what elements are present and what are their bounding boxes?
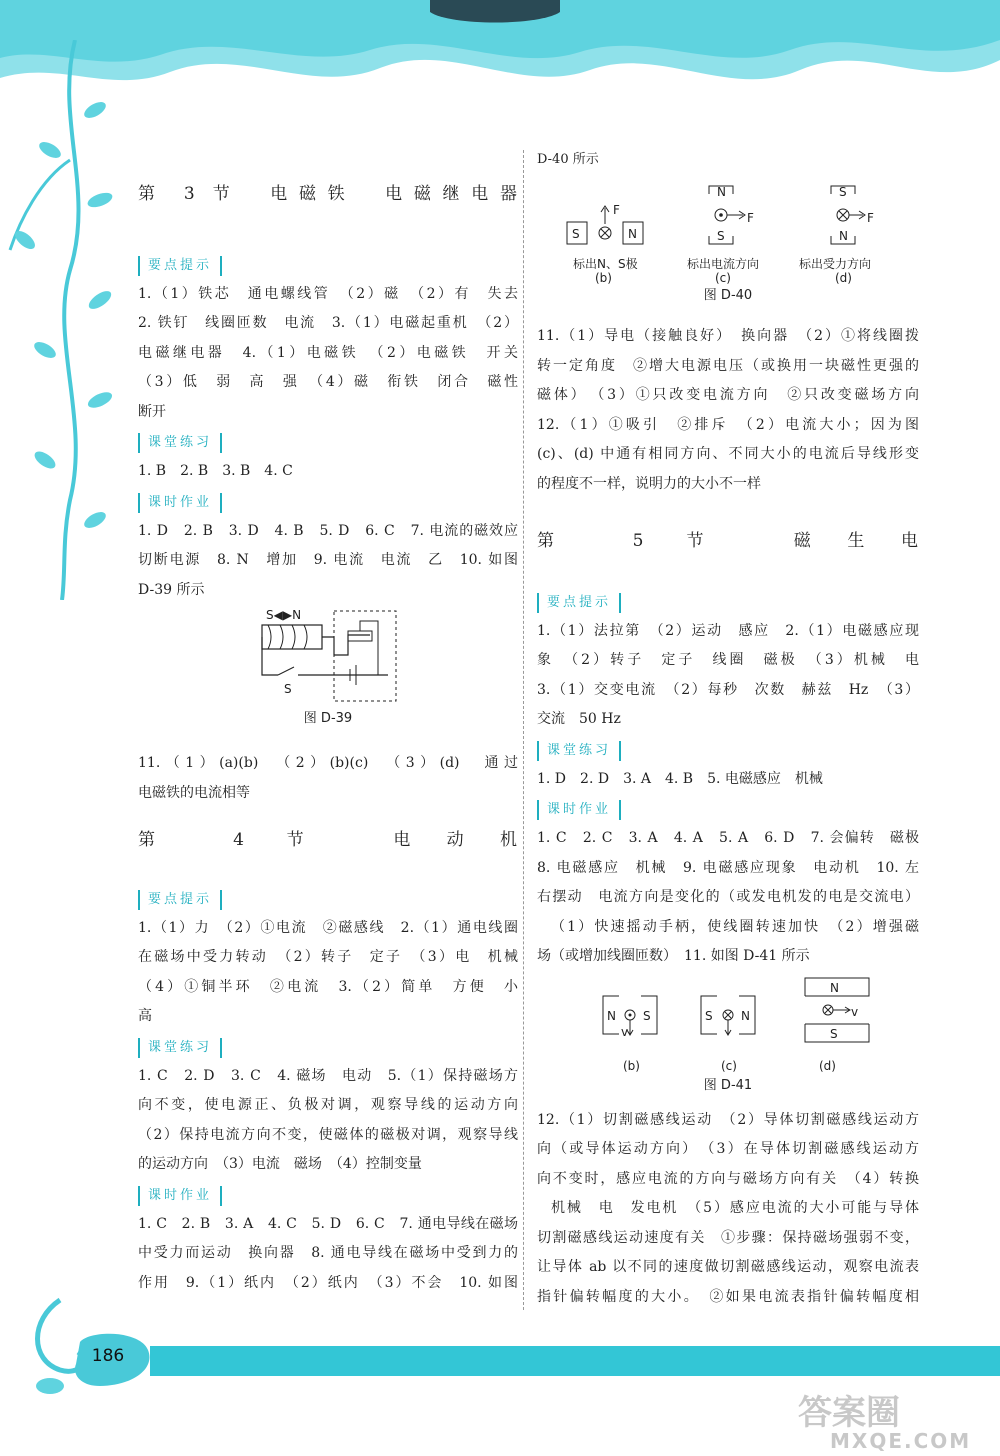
text-line: （1）快速摇动手柄，使线圈转速加快 （2）增强磁 <box>551 918 919 935</box>
text-line: 的程度不一样，说明力的大小不一样 <box>537 475 761 492</box>
text-line: 场（或增加线圈匝数） 11. 如图 D-41 所示 <box>537 948 810 964</box>
column-divider <box>523 150 524 1310</box>
figure-d40 <box>537 174 919 302</box>
header-wave-banner <box>0 0 1000 140</box>
text-line: (c)、(d) 中通有相同方向、不同大小的电流后导线形变 <box>537 446 919 462</box>
tag-homework: 课时作业 <box>537 800 621 820</box>
switch-label: S <box>284 682 292 696</box>
figure-caption: 图 D-41 <box>703 1077 753 1093</box>
text-line: 转一定角度 ②增大电源电压（或换用一块磁性更强的 <box>537 357 919 374</box>
diagram-d-sub: (d) <box>835 271 852 285</box>
text-line: 交流 50 Hz <box>537 711 621 727</box>
text-line: 断开 <box>138 403 166 420</box>
text-line: 作用 9.（1）纸内 （2）纸内 （3）不会 10. 如图 <box>138 1274 518 1291</box>
watermark-text: 答案圈 <box>798 1393 900 1433</box>
text-line: 向（或导体运动方向） （3）在导体切割磁感线运动方 <box>537 1141 919 1157</box>
pole-label: S <box>705 1008 713 1023</box>
text-line: （3）低 弱 高 强 （4）磁 衔铁 闭合 磁性 <box>138 374 518 390</box>
tag-homework: 课时作业 <box>138 1186 222 1206</box>
text-line: 向不变，使电源正、负极对调，观察导线的运动方向 <box>138 1097 518 1113</box>
pole-label: S <box>572 227 580 241</box>
pole-label: S <box>830 1026 838 1041</box>
text-line: 1. D 2. B 3. D 4. B 5. D 6. C 7. 电流的磁效应 <box>138 522 518 539</box>
text-line: D-39 所示 <box>138 581 205 598</box>
text-line: 的运动方向 （3）电流 磁场 （4）控制变量 <box>138 1156 422 1172</box>
section-4-title: 第 4 节 电动机 <box>138 830 518 850</box>
text-line: 中受力而运动 换向器 8. 通电导线在磁场中受到力的 <box>138 1245 518 1261</box>
figure-d39 <box>138 605 518 745</box>
text-line: 磁体） （3）①只改变电流方向 ②只改变磁场方向 <box>537 387 919 403</box>
section-5-title: 第 5 节 磁生电 <box>537 531 919 551</box>
tag-class-practice: 课堂练习 <box>138 1038 222 1058</box>
diagram-d-sub: (d) <box>819 1058 836 1073</box>
text-line: 象 （2）转子 定子 线圈 磁极 （3）机械 电 <box>537 652 919 668</box>
magnet-poles-label: S◀▶N <box>266 608 302 622</box>
pole-label: N <box>741 1008 750 1023</box>
figure-d41 <box>537 972 919 1102</box>
text-line: 在磁场中受力转动 （2）转子 定子 （3）电 机械 <box>138 949 518 965</box>
tag-class-practice: 课堂练习 <box>138 433 222 453</box>
text-line: 8. 电磁感应 机械 9. 电磁感应现象 电动机 10. 左 <box>537 859 919 876</box>
tag-key-points: 要点提示 <box>138 256 222 276</box>
text-line: 指针偏转幅度的大小。 ②如果电流表指针偏转幅度相 <box>537 1288 919 1305</box>
velocity-label: v <box>851 1004 859 1019</box>
text-line: 3.（1）交变电流 （2）每秒 次数 赫兹 Hz （3） <box>537 681 919 698</box>
diagram-c-label: 标出电流方向 <box>687 257 760 271</box>
text-line: 电磁继电器 4.（1）电磁铁 （2）电磁铁 开关 <box>138 344 518 361</box>
pole-label: S <box>717 229 725 243</box>
text-line: 电磁铁的电流相等 <box>138 784 250 801</box>
text-line: （2）保持电流方向不变，使磁体的磁极对调，观察导线 <box>138 1126 518 1143</box>
text-line: 1.（1）铁芯 通电螺线管 （2）磁 （2）有 失去 <box>138 285 518 302</box>
text-line: 11.（1）导电（接触良好） 换向器 （2）①将线圈拨 <box>537 328 919 344</box>
pole-label: N <box>839 229 848 243</box>
text-line: （4）①铜半环 ②电流 3.（2）简单 方便 小 <box>138 978 518 995</box>
figure-caption: 图 D-40 <box>703 288 753 303</box>
pole-label: S <box>643 1008 651 1023</box>
section-3-title: 第 3 节 电磁铁 电磁继电器 <box>138 184 518 204</box>
right-column <box>537 150 919 1312</box>
text-line: 1.（1）法拉第 （2）运动 感应 2.（1）电磁感应现 <box>537 622 919 639</box>
text-line: 1. C 2. C 3. A 4. A 5. A 6. D 7. 会偏转 磁极 <box>537 830 919 846</box>
force-label: F <box>867 211 874 225</box>
tag-class-practice: 课堂练习 <box>537 741 621 761</box>
text-line: 11.（1）(a)(b) （2）(b)(c) （3）(d) 通过 <box>138 755 518 771</box>
diagram-b-sub: (b) <box>623 1058 640 1073</box>
pole-label: N <box>830 980 839 995</box>
footer-bar <box>150 1346 1000 1376</box>
text-line: 向不变时，感应电流的方向与磁场方向有关 （4）转换 <box>537 1170 919 1187</box>
text-line: 12.（1）切割磁感线运动 （2）导体切割磁感线运动方 <box>537 1111 919 1128</box>
text-line: 2. 铁钉 线圈匝数 电流 3.（1）电磁起重机 （2） <box>138 315 518 331</box>
text-line: 1.（1）力 （2）①电流 ②磁感线 2.（1）通电线圈 <box>138 919 518 936</box>
tag-homework: 课时作业 <box>138 493 222 513</box>
watermark-url: MXQE.COM <box>830 1429 972 1452</box>
text-line: D-40 所示 <box>537 152 599 167</box>
figure-caption: 图 D-39 <box>303 711 353 726</box>
text-line: 切断电源 8. N 增加 9. 电流 电流 乙 10. 如图 <box>138 552 518 568</box>
pole-label: N <box>607 1008 616 1023</box>
pole-label: S <box>839 185 847 199</box>
tag-key-points: 要点提示 <box>138 890 222 910</box>
text-line: 右摆动 电流方向是变化的（或发电机发的电是交流电） <box>537 889 919 905</box>
diagram-c-sub: (c) <box>715 271 731 285</box>
induction-diagrams-d41 <box>537 972 919 1082</box>
text-line: 1. C 2. B 3. A 4. C 5. D 6. C 7. 通电导线在磁场 <box>138 1215 518 1232</box>
page-number: 186 <box>91 1346 125 1366</box>
text-line: 高 <box>138 1008 152 1024</box>
text-line: 机械 电 发电机 （5）感应电流的大小可能与导体 <box>551 1200 919 1216</box>
diagram-b-sub: (b) <box>595 271 612 285</box>
watermark-logo <box>790 1392 995 1452</box>
left-column <box>138 150 518 1298</box>
text-line: 切割磁感线运动速度有关 ①步骤：保持磁场强弱不变， <box>537 1229 919 1246</box>
diagram-d-label: 标出受力方向 <box>799 257 872 271</box>
diagram-b-label: 标出N、S极 <box>573 257 638 271</box>
text-line: 让导体 ab 以不同的速度做切割磁感线运动，观察电流表 <box>537 1259 919 1275</box>
text-line: 12.（1）①吸引 ②排斥 （2）电流大小；因为图 <box>537 416 919 433</box>
force-label: F <box>613 203 620 217</box>
diagram-c-sub: (c) <box>721 1058 737 1073</box>
pole-label: N <box>628 227 637 241</box>
velocity-label: v <box>621 1024 629 1039</box>
vine-decoration <box>0 40 130 600</box>
text-line: 1. B 2. B 3. B 4. C <box>138 463 293 479</box>
text-line: 1. C 2. D 3. C 4. 磁场 电动 5.（1）保持磁场方 <box>138 1067 518 1084</box>
force-label: F <box>747 211 754 225</box>
pole-label: N <box>717 185 726 199</box>
force-diagrams-d40 <box>537 174 919 302</box>
tag-key-points: 要点提示 <box>537 593 621 613</box>
text-line: 1. D 2. D 3. A 4. B 5. 电磁感应 机械 <box>537 770 823 787</box>
